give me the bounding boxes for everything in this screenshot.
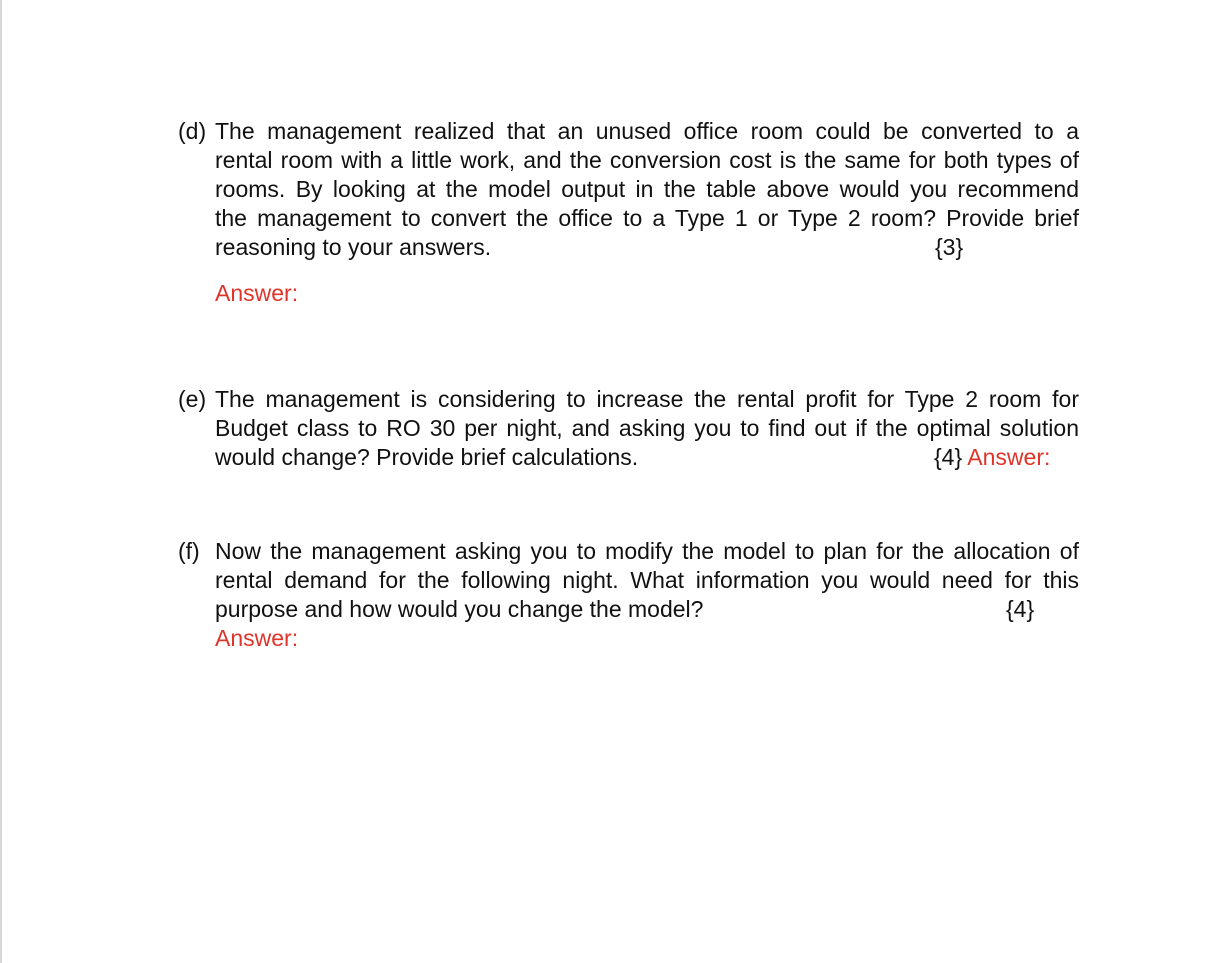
page-left-edge <box>0 0 2 963</box>
question-e <box>178 385 1079 472</box>
question-f-line-3-wrap <box>215 595 1079 624</box>
question-d <box>178 117 1079 308</box>
question-d-line-3: rooms. By looking at the model output in the table above would you recommend <box>215 176 1079 202</box>
question-d-answer-label: Answer: <box>215 280 299 306</box>
question-f-line-1: Now the management asking you to modify the model to plan for the allocation of <box>215 538 1079 564</box>
question-e-marks: {4} <box>934 444 963 470</box>
question-e-line-2: Budget class to RO 30 per night, and asking you to find out if the optimal solution <box>215 415 1079 441</box>
question-d-line-2: rental room with a little work, and the conversion cost is the same for both types of <box>215 147 1079 173</box>
question-e-line-3: would change? Provide brief calculations. <box>215 444 639 470</box>
question-d-body <box>215 117 1079 308</box>
question-e-line-3-wrap <box>215 443 1079 472</box>
question-e-marks-and-answer <box>934 443 1050 472</box>
question-d-label: (d) <box>178 118 207 144</box>
question-d-line-4: the management to convert the office to a Type 1 or Type 2 room? Provide brief <box>215 205 1079 231</box>
question-e-label: (e) <box>178 386 207 412</box>
question-d-line-5-wrap <box>215 233 1079 262</box>
question-d-marks: {3} <box>935 234 964 260</box>
question-f-marks: {4} <box>1006 596 1035 622</box>
question-f <box>178 537 1079 653</box>
question-f-answer-label: Answer: <box>215 625 299 651</box>
question-d-line-1: The management realized that an unused office room could be converted to a <box>215 118 1079 144</box>
question-e-line-1: The management is considering to increase the rental profit for Type 2 room for <box>215 386 1079 412</box>
question-f-body <box>215 537 1079 653</box>
question-f-line-2: rental demand for the following night. What information you would need for this <box>215 567 1079 593</box>
question-d-line-5: reasoning to your answers. <box>215 234 492 260</box>
question-e-body <box>215 385 1079 472</box>
question-f-label: (f) <box>178 538 200 564</box>
question-e-answer-label: Answer: <box>967 444 1051 470</box>
question-f-line-3: purpose and how would you change the model? <box>215 596 704 622</box>
